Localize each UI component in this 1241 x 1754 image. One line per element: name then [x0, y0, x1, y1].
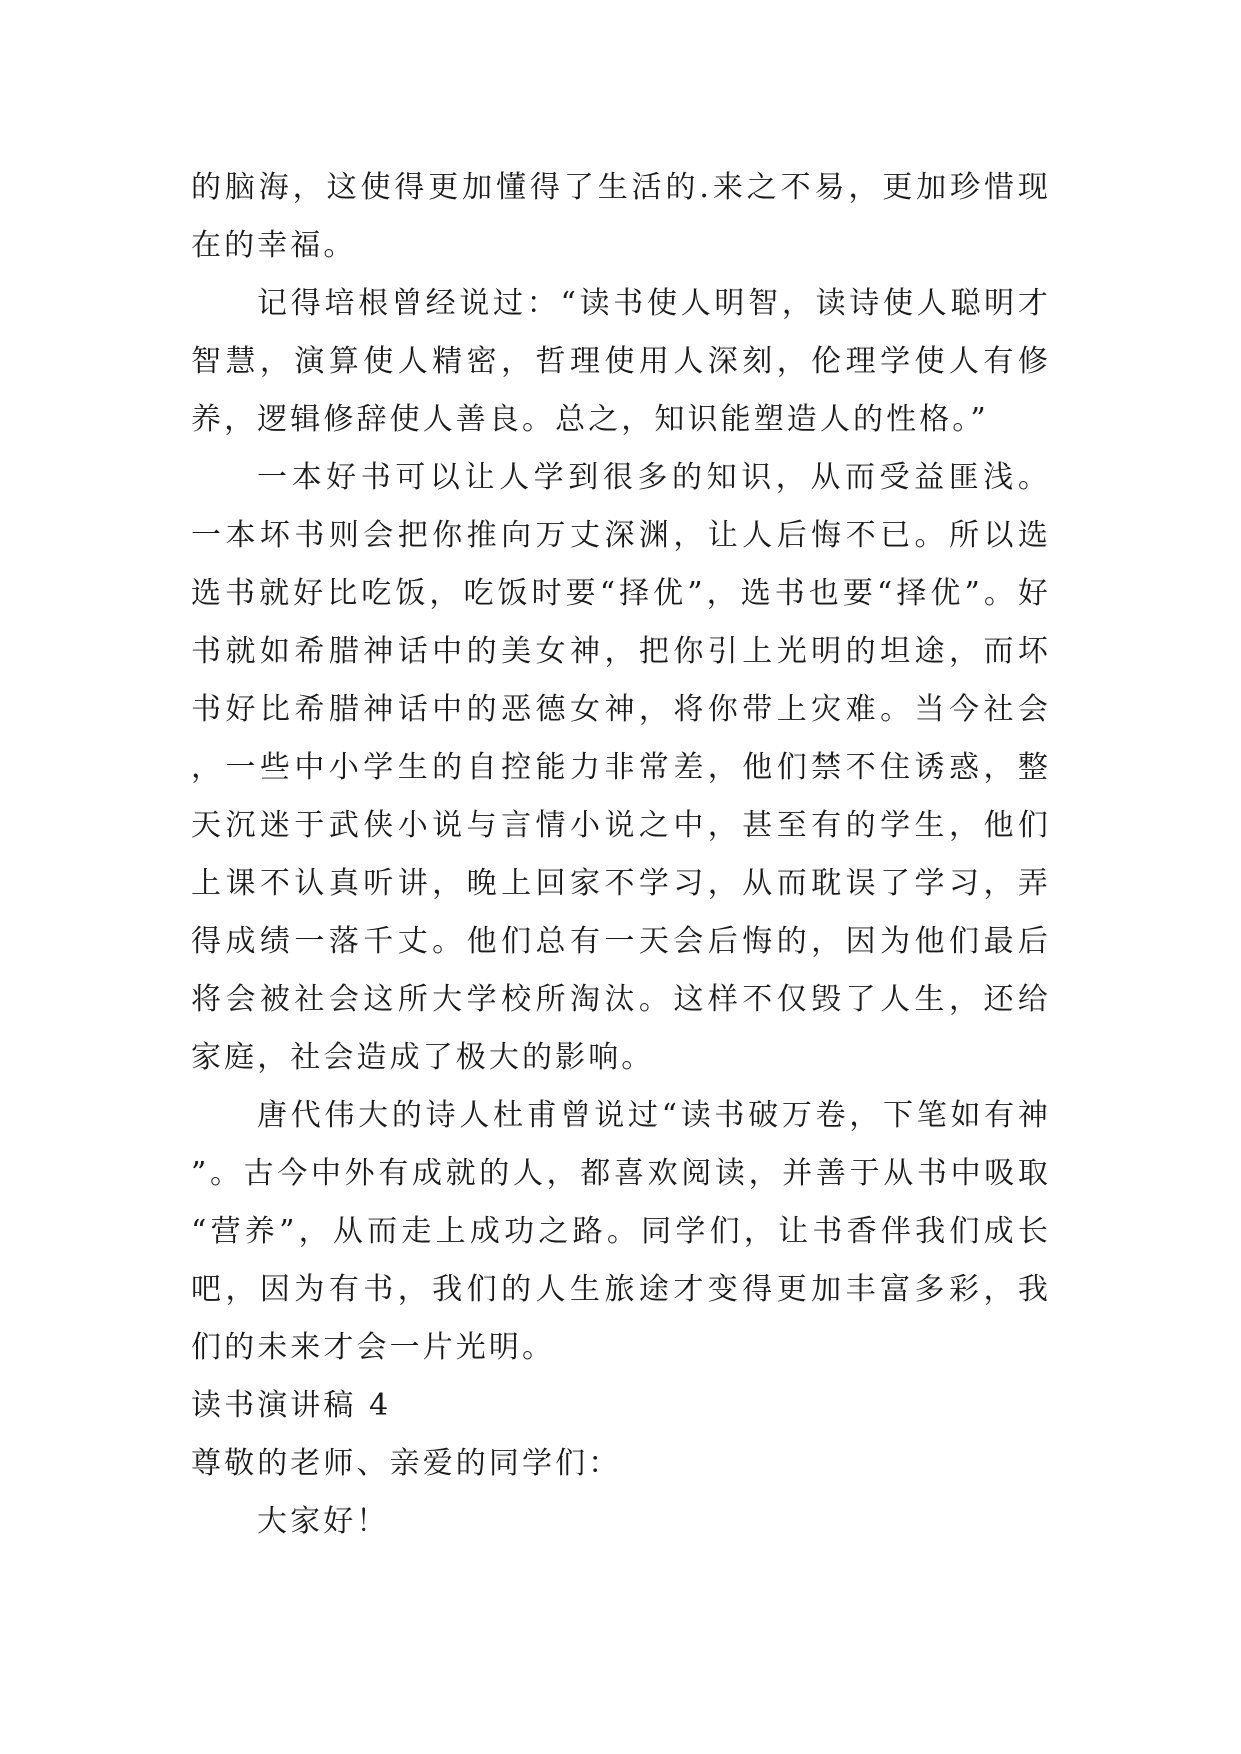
salutation: 尊敬的老师、亲爱的同学们： — [191, 1446, 622, 1481]
greeting: 大家好！ — [257, 1504, 390, 1539]
document-body — [191, 159, 1051, 1551]
paragraph: 的脑海，这使得更加懂得了生活的.来之不易，更加珍惜现在的幸福。 — [191, 170, 1051, 263]
paragraph: 一本好书可以让人学到很多的知识，从而受益匪浅。一本坏书则会把你推向万丈深渊，让人后悔不已。所以选选书就好比吃饭，吃饭时要“择优”，选书也要“择优”。好书就如希腊神话中的美女神，把你引上光明的坦途，而坏书好比希腊神话中的恶德女神，将你带上灾难。当今社会，一些中小学生的自控能力非常差，他们禁不住诱惑，整天沉迷于武侠小说与言情小说之中，甚至有的学生，他们上课不认真听讲，晚上回家不学习，从而耽误了学习，弄得成绩一落千丈。他们总有一天会后悔的，因为他们最后将会被社会这所大学校所淘汰。这样不仅毁了人生，还给家庭，社会造成了极大的影响。 — [191, 460, 1051, 1075]
paragraph: 唐代伟大的诗人杜甫曾说过“读书破万卷，下笔如有神”。古今中外有成就的人，都喜欢阅读，并善于从书中吸取“营养”，从而走上成功之路。同学们，让书香伴我们成长吧，因为有书，我们的人生旅途才变得更加丰富多彩，我们的未来才会一片光明。 — [191, 1098, 1051, 1365]
paragraph: 记得培根曾经说过：“读书使人明智，读诗使人聪明才智慧，演算使人精密，哲理使用人深刻，伦理学使人有修养，逻辑修辞使人善良。总之，知识能塑造人的性格。” — [191, 286, 1051, 437]
section-title: 读书演讲稿 4 — [191, 1388, 392, 1423]
